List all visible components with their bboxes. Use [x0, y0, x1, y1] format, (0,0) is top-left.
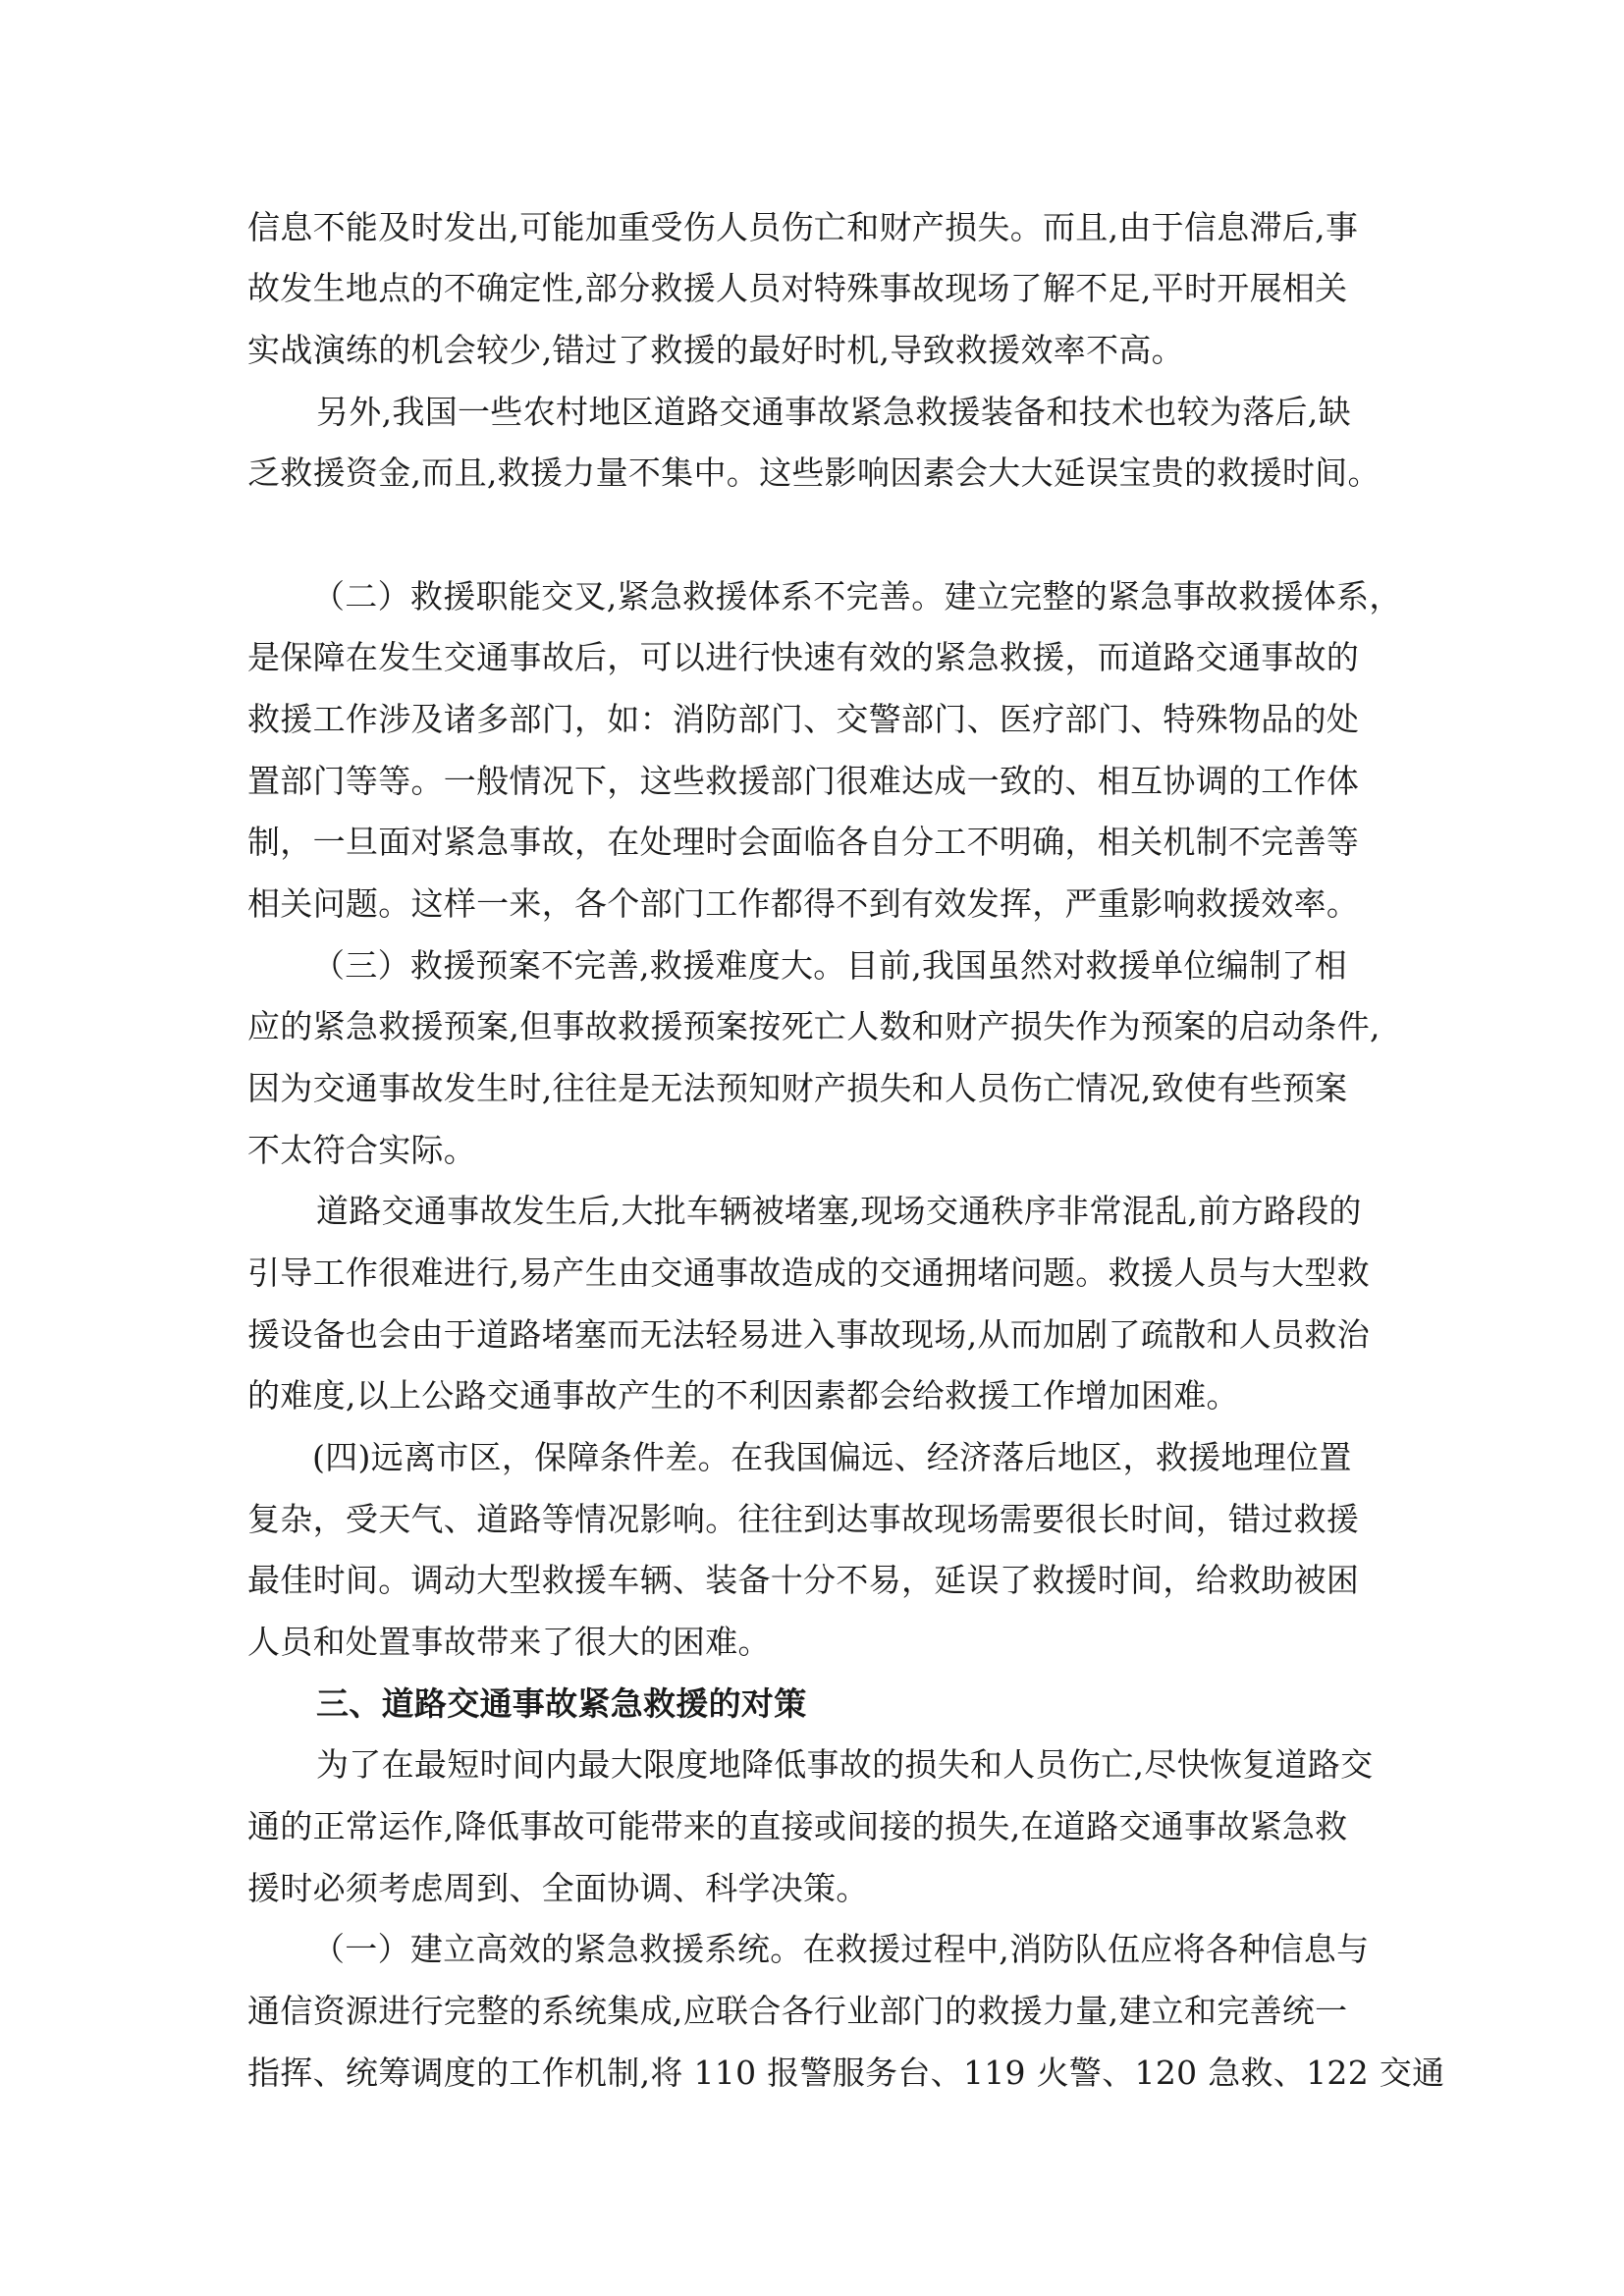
text-line: 援时必须考虑周到、全面协调、科学决策。: [247, 1869, 869, 1907]
text-line: 乏救援资金,而且,救援力量不集中。这些影响因素会大大延误宝贵的救援时间。: [247, 454, 1380, 492]
text-line: （一）建立高效的紧急救援系统。在救援过程中,消防队伍应将各种信息与: [312, 1930, 1370, 1968]
text-line: 置部门等等。一般情况下，这些救援部门很难达成一致的、相互协调的工作体: [247, 762, 1360, 800]
text-line: 因为交通事故发生时,往往是无法预知财产损失和人员伤亡情况,致使有些预案: [247, 1069, 1348, 1107]
text-line: 为了在最短时间内最大限度地降低事故的损失和人员伤亡,尽快恢复道路交: [316, 1745, 1374, 1784]
text-line: 复杂，受天气、道路等情况影响。往往到达事故现场需要很长时间，错过救援: [247, 1500, 1360, 1538]
text-line: 道路交通事故发生后,大批车辆被堵塞,现场交通秩序非常混乱,前方路段的: [316, 1192, 1362, 1230]
text-line: 援设备也会由于道路堵塞而无法轻易进入事故现场,从而加剧了疏散和人员救治: [247, 1315, 1370, 1354]
text-line: 最佳时间。调动大型救援车辆、装备十分不易，延误了救援时间，给救助被困: [247, 1561, 1360, 1599]
text-line: 是保障在发生交通事故后，可以进行快速有效的紧急救援，而道路交通事故的: [247, 638, 1360, 676]
text-line: 指挥、统筹调度的工作机制,将 110 报警服务台、119 火警、120 急救、122 交通: [247, 2054, 1445, 2092]
text-line: 通的正常运作,降低事故可能带来的直接或间接的损失,在道路交通事故紧急救: [247, 1807, 1348, 1845]
text-line: 引导工作很难进行,易产生由交通事故造成的交通拥堵问题。救援人员与大型救: [247, 1254, 1370, 1292]
text-line: (四)远离市区，保障条件差。在我国偏远、经济落后地区，救援地理位置: [312, 1438, 1352, 1476]
text-line: 信息不能及时发出,可能加重受伤人员伤亡和财产损失。而且,由于信息滞后,事: [247, 208, 1359, 246]
text-line: 另外,我国一些农村地区道路交通事故紧急救援装备和技术也较为落后,缺: [316, 393, 1351, 431]
text-line: 应的紧急救援预案,但事故救援预案按死亡人数和财产损失作为预案的启动条件,: [247, 1007, 1380, 1045]
text-line: 人员和处置事故带来了很大的困难。: [247, 1623, 771, 1661]
section-heading: 三、道路交通事故紧急救援的对策: [316, 1684, 807, 1723]
text-line: （二）救援职能交叉,紧急救援体系不完善。建立完整的紧急事故救援体系，: [312, 577, 1402, 615]
text-line: 故发生地点的不确定性,部分救援人员对特殊事故现场了解不足,平时开展相关: [247, 269, 1348, 307]
text-line: 制，一旦面对紧急事故，在处理时会面临各自分工不明确，相关机制不完善等: [247, 823, 1360, 861]
text-line: 通信资源进行完整的系统集成,应联合各行业部门的救援力量,建立和完善统一: [247, 1992, 1348, 2030]
text-line: 相关问题。这样一来，各个部门工作都得不到有效发挥，严重影响救援效率。: [247, 884, 1360, 923]
text-line: 救援工作涉及诸多部门，如：消防部门、交警部门、医疗部门、特殊物品的处: [247, 700, 1360, 738]
text-line: （三）救援预案不完善,救援难度大。目前,我国虽然对救援单位编制了相: [312, 946, 1347, 985]
text-line: 的难度,以上公路交通事故产生的不利因素都会给救援工作增加困难。: [247, 1376, 1239, 1415]
text-line: 不太符合实际。: [247, 1131, 477, 1169]
text-line: 实战演练的机会较少,错过了救援的最好时机,导致救援效率不高。: [247, 331, 1184, 369]
